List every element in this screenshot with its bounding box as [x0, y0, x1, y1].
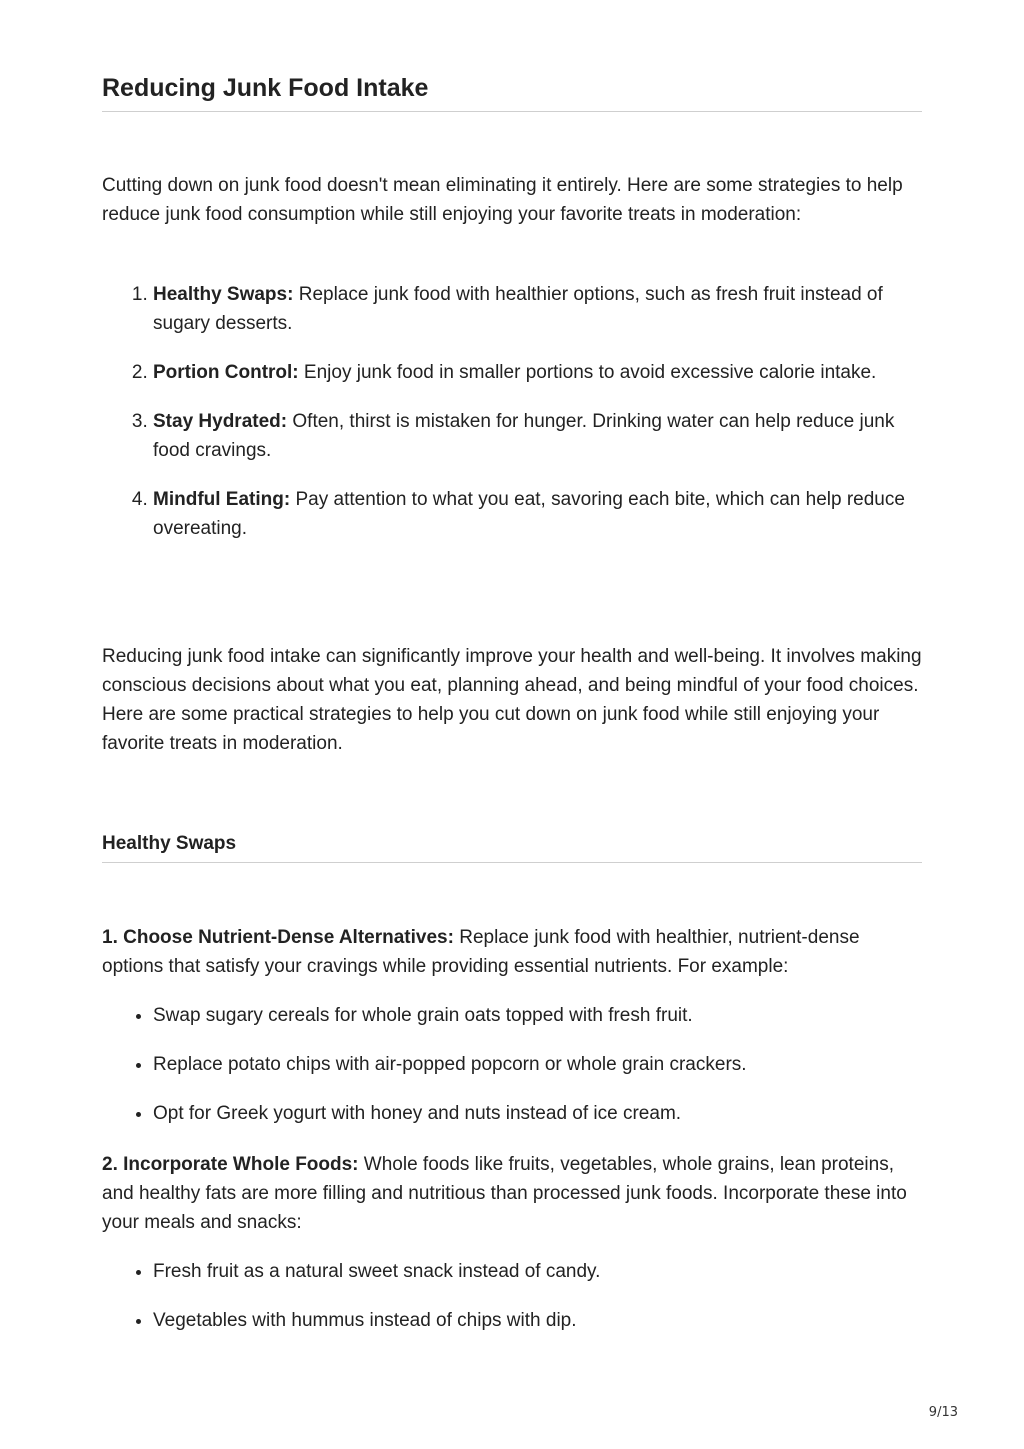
list-item: • Fresh fruit as a natural sweet snack instead of candy. — [153, 1257, 922, 1286]
list-item-label: Portion Control: — [153, 362, 299, 383]
list-item-text: Enjoy junk food in smaller portions to avoid excessive calorie intake. — [298, 362, 877, 383]
swap-item-1 — [102, 923, 922, 1148]
list-item: • Opt for Greek yogurt with honey and nuts instead of ice cream. — [153, 1099, 922, 1128]
list-item: • Vegetables with hummus instead of chips with dip. — [153, 1306, 922, 1335]
list-item-label: Stay Hydrated: — [153, 411, 288, 432]
list-item — [153, 280, 922, 338]
list-item: • Swap sugary cereals for whole grain oats topped with fresh fruit. — [153, 1001, 922, 1030]
intro-text: Cutting down on junk food doesn't mean eliminating it entirely. Here are some strategies to help reduce junk food consumption while still enjoying your favorite treats in moderation: — [102, 175, 903, 225]
list-item-text: Replace junk food with healthier options, such as fresh fruit instead of sugary desserts. — [153, 284, 883, 334]
summary-paragraph — [102, 642, 922, 758]
title-divider — [102, 111, 922, 112]
page-title: Reducing Junk Food Intake — [102, 74, 429, 102]
bullet-list — [102, 1257, 922, 1335]
strategies-list — [102, 280, 922, 563]
intro-paragraph — [102, 171, 922, 229]
item-label: 1. Choose Nutrient-Dense Alternatives: — [102, 927, 454, 948]
summary-text: Reducing junk food intake can significantly improve your health and well-being. It involves making conscious decisions about what you eat, planning ahead, and being mindful of your food choices. Here are some practical strategies to help you cut down on junk food while still enjoying your favorite treats in moderation. — [102, 646, 922, 754]
list-item-text: Pay attention to what you eat, savoring each bite, which can help reduce overeating. — [153, 489, 905, 539]
swap-item-2 — [102, 1150, 922, 1355]
bullet-list — [102, 1001, 922, 1128]
list-item — [153, 358, 922, 387]
list-item: • Replace potato chips with air-popped popcorn or whole grain crackers. — [153, 1050, 922, 1079]
item-text: Whole foods like fruits, vegetables, whole grains, lean proteins, and healthy fats are more filling and nutritious than processed junk foods. Incorporate these into your meals and snacks: — [102, 1154, 907, 1233]
list-item-text: Often, thirst is mistaken for hunger. Drinking water can help reduce junk food cravings. — [153, 411, 895, 461]
list-item-label: Mindful Eating: — [153, 489, 291, 510]
list-item-label: Healthy Swaps: — [153, 284, 294, 305]
item-label: 2. Incorporate Whole Foods: — [102, 1154, 359, 1175]
item-text: Replace junk food with healthier, nutrient-dense options that satisfy your cravings while providing essential nutrients. For example: — [102, 927, 860, 977]
section-divider — [102, 862, 922, 863]
list-item — [153, 485, 922, 543]
section-heading: Healthy Swaps — [102, 833, 237, 854]
list-item — [153, 407, 922, 465]
page-number: 9/13 — [928, 1405, 958, 1420]
